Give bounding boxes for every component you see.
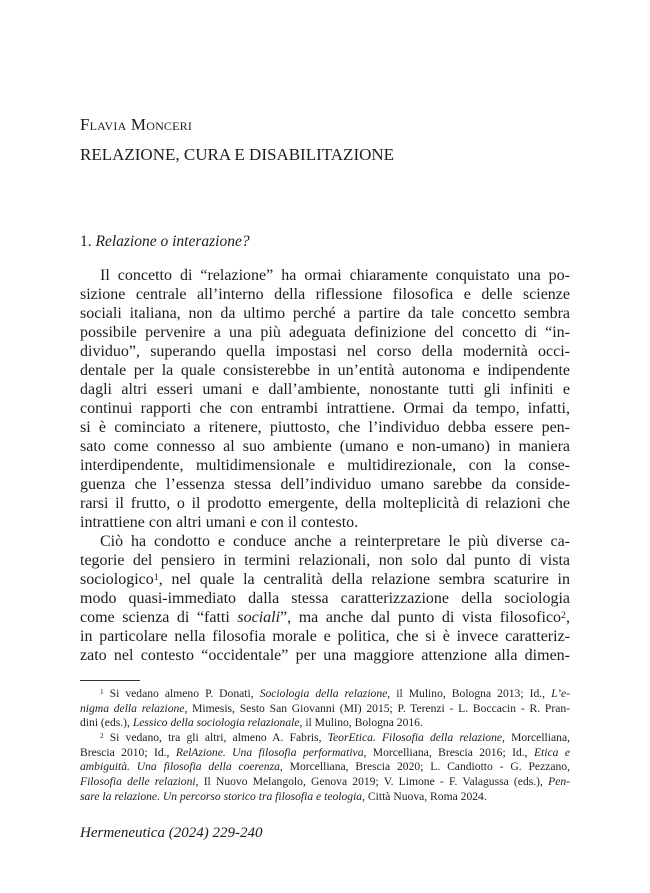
- paragraph-line: [80, 285, 570, 304]
- footnote-line: [80, 746, 570, 761]
- text-run: possibile pervenire a una più adeguata definizione del concetto di “in-: [80, 324, 570, 341]
- italic-run: TeorEtica. Filosofia della relazione: [327, 731, 503, 745]
- text-run: sociali italiana, non da ultimo perché a partire da tale concetto sembra: [80, 305, 570, 322]
- italic-run: sociali: [237, 609, 281, 626]
- italic-run: nigma della relazione: [80, 701, 185, 715]
- footnote-line: [80, 716, 570, 731]
- text-run: modo quasi-immediato dalla stessa caratterizzazione della sociologia: [80, 590, 570, 607]
- footnote-line: [80, 790, 570, 805]
- section-heading: [80, 232, 250, 252]
- paragraph-line: [80, 589, 570, 608]
- paragraph-line: [80, 532, 570, 551]
- footnote-line: [80, 687, 570, 702]
- paragraph-line: [80, 361, 570, 380]
- paragraph-line: [80, 323, 570, 342]
- paragraph-line: [80, 494, 570, 513]
- body-text: [80, 266, 570, 665]
- paragraph-line: [80, 437, 570, 456]
- text-run: guenza che l’essenza stessa dell’individuo umano sarebbe da conside-: [80, 476, 570, 493]
- text-run: sizione centrale all’interno della riflessione filosofica e delle scienze: [80, 286, 570, 303]
- text-run: ,: [566, 609, 570, 626]
- text-run: continui rapporti che con entrambi intrattiene. Ormai da tempo, infatti,: [80, 400, 570, 417]
- section-number: 1.: [80, 233, 92, 250]
- footnote-number: 1: [100, 687, 104, 696]
- paragraph: [80, 266, 570, 532]
- running-footer: Hermeneutica (2024) 229-240: [80, 825, 263, 841]
- text-run: dividuo”, superando quella impostasi nel corso della modernità occi-: [80, 343, 570, 360]
- italic-run: Filosofia delle relazioni: [80, 775, 196, 789]
- paragraph-line: [80, 513, 570, 532]
- paragraph-line: [80, 627, 570, 646]
- italic-run: Sociologia della relazione: [259, 687, 388, 700]
- footnote-separator: [80, 680, 140, 681]
- section-title: Relazione o interazione?: [95, 233, 250, 250]
- paragraph: [80, 532, 570, 665]
- paragraph-line: [80, 418, 570, 437]
- footnote-line: [80, 775, 570, 790]
- paragraph-line: [80, 266, 570, 285]
- text-run: dini (eds.),: [80, 716, 133, 730]
- italic-run: Pen-: [548, 775, 570, 789]
- paragraph-line: [80, 399, 570, 418]
- text-run: , Morcelliana,: [502, 731, 570, 745]
- footnote-line: [80, 760, 570, 775]
- paragraph-line: [80, 608, 570, 627]
- text-run: , Mimesis, Sesto San Giovanni (MI) 2015; P. Terenzi - L. Boccacin - R. Pran-: [184, 701, 570, 715]
- footnote: [80, 731, 570, 804]
- text-run: Ciò ha condotto e conduce anche a reinterpretare le più diverse ca-: [100, 533, 570, 550]
- text-run: Brescia 2010; Id.,: [80, 745, 176, 759]
- text-run: dagli altri esseri umani e dall’ambiente, nonostante tutti gli infiniti e: [80, 381, 570, 398]
- footnote-number: 2: [100, 732, 104, 741]
- text-run: in particolare nella filosofia morale e politica, che si è invece caratteriz-: [80, 628, 570, 645]
- text-run: si è cominciato a ritenere, piuttosto, che l’individuo debba essere pen-: [80, 419, 570, 436]
- author-name: Flavia Monceri: [80, 115, 193, 134]
- text-run: rarsi il frutto, o il prodotto emergente, della molteplicità di relazioni che: [80, 495, 570, 512]
- text-run: intrattiene con altri umani e con il contesto.: [80, 514, 359, 531]
- footnote-ref: 2: [561, 609, 566, 621]
- text-run: , il Mulino, Bologna 2013; Id.,: [387, 687, 552, 700]
- text-run: , nel quale la centralità della relazione sembra scaturire in: [158, 571, 570, 588]
- paragraph-line: [80, 475, 570, 494]
- text-run: , Città Nuova, Roma 2024.: [362, 789, 487, 803]
- text-run: come scienza di “fatti: [80, 609, 238, 626]
- text-run: interdipendente, multidimensionale e multidirezionale, con la conse-: [80, 457, 570, 474]
- text-run: sato come connesso al suo ambiente (umano e non-umano) in maniera: [80, 438, 570, 455]
- text-run: , Morcelliana, Brescia 2020; L. Candiotto - G. Pezzano,: [279, 760, 570, 774]
- paragraph-line: [80, 380, 570, 399]
- italic-run: L’e-: [551, 687, 570, 700]
- paragraph-line: [80, 342, 570, 361]
- text-run: , il Mulino, Bologna 2016.: [299, 716, 423, 730]
- text-run: , Il Nuovo Melangolo, Genova 2019; V. Limone - F. Valagussa (eds.),: [195, 775, 549, 789]
- paragraph-line: [80, 570, 570, 589]
- paragraph-line: [80, 456, 570, 475]
- italic-run: Lessico della sociologia relazionale: [132, 716, 300, 730]
- paragraph-line: [80, 304, 570, 323]
- footnote-line: [80, 702, 570, 717]
- paragraph-line: [80, 646, 570, 665]
- text-run: , Morcelliana, Brescia 2016; Id.,: [363, 745, 534, 759]
- italic-run: sare la relazione. Un percorso storico tra filosofia e teologia: [80, 789, 363, 803]
- text-run: ”, ma anche dal punto di vista filosofico: [280, 609, 562, 626]
- text-run: Si vedano, tra gli altri, almeno A. Fabris,: [103, 731, 328, 745]
- italic-run: RelAzione. Una filosofia performativa: [175, 745, 364, 759]
- paragraph-line: [80, 551, 570, 570]
- footnote: [80, 687, 570, 731]
- text-run: zato nel contesto “occidentale” per una maggiore attenzione alla dimen-: [80, 647, 570, 664]
- text-run: tegorie del pensiero in termini relazionali, non solo dal punto di vista: [80, 552, 570, 569]
- article-title: RELAZIONE, CURA E DISABILITAZIONE: [80, 145, 395, 164]
- footnote-line: [80, 731, 570, 746]
- text-run: dentale per la quale consisterebbe in un’entità autonoma e indipendente: [80, 362, 570, 379]
- footnote-ref: 1: [153, 571, 159, 583]
- text-run: sociologico: [80, 571, 154, 588]
- text-run: Si vedano almeno P. Donati,: [103, 687, 260, 700]
- text-run: Il concetto di “relazione” ha ormai chiaramente conquistato una po-: [100, 267, 570, 284]
- footnotes: [80, 687, 570, 805]
- italic-run: Etica e: [533, 745, 570, 759]
- italic-run: ambiguità. Una filosofia della coerenza: [80, 760, 280, 774]
